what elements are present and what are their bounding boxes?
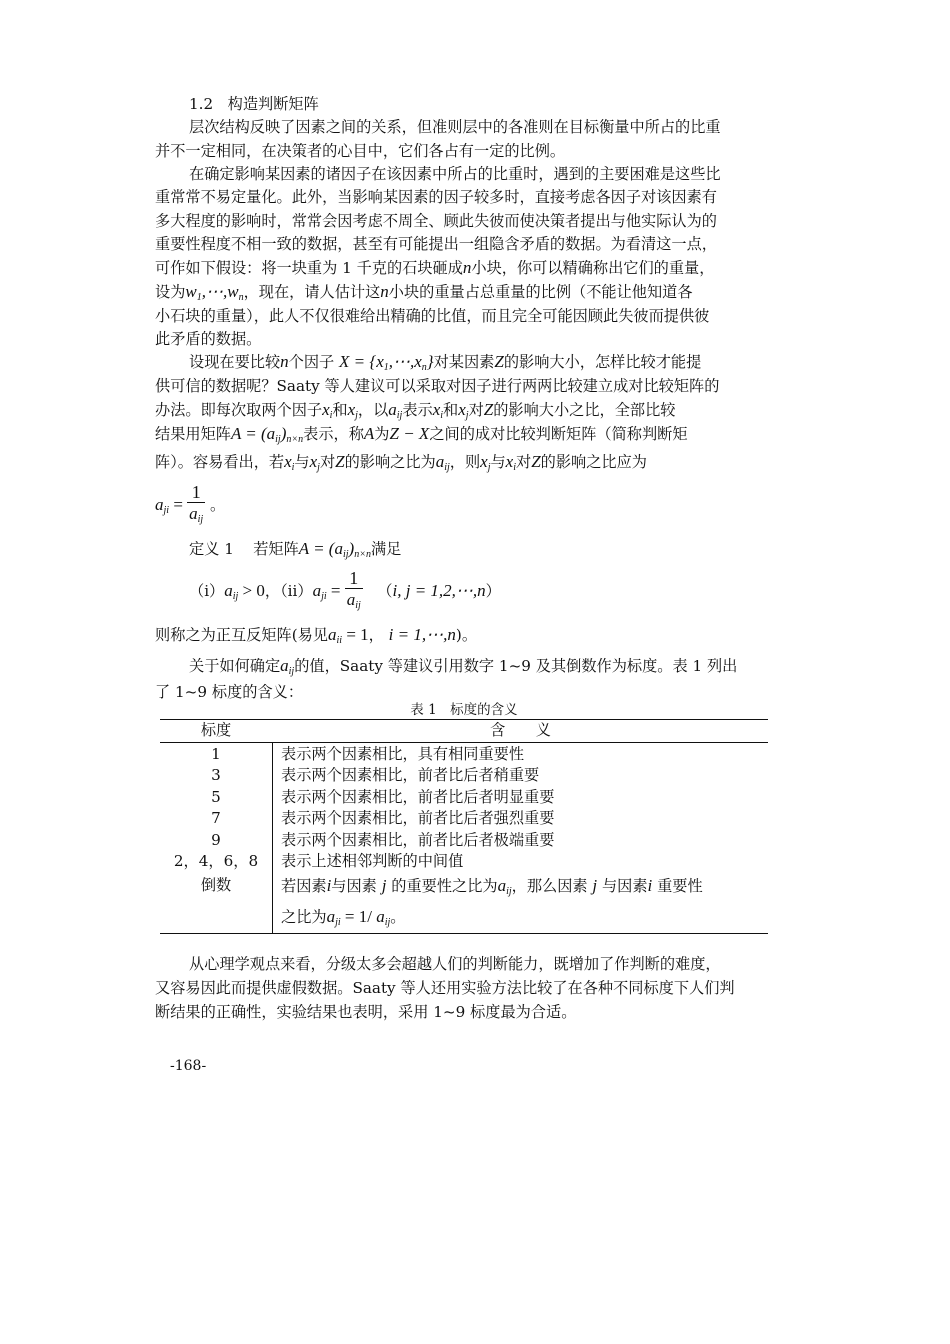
para2-line6: 设为$w_1,\cdots,w_n$，现在，请人估计这n小块的重量占总重量的比例（不能让他知道各: [155, 282, 693, 303]
para4-line2: 了 1~9 标度的含义：: [155, 683, 304, 701]
math-n: n: [462, 258, 472, 277]
para1-line1: 层次结构反映了因素之间的关系，但准则层中的各准则在目标衡量中所占的比重: [189, 118, 721, 136]
table-caption: 表 1 标度的含义: [410, 702, 518, 718]
definition-line: 定义 1 若矩阵$A = (a_{ij})_{n\times n}$满足: [189, 539, 402, 560]
math-weights: $w_1,\cdots,w_n$: [185, 282, 244, 303]
para5-line2: 又容易因此而提供虚假数据。Saaty 等人还用实验方法比较了在各种不同标度下人们判: [155, 979, 735, 997]
table-header-meaning: 含 义: [490, 721, 551, 739]
table-row-scale: 2，4，6，8: [173, 852, 259, 870]
table-row-meaning: 表示两个因素相比，前者比后者强烈重要: [281, 809, 555, 827]
math-matrix-a: $A = (a_{ij})_{n\times n}$: [230, 424, 304, 445]
table-row-meaning-reciprocal-cont: 之比为$a_{ji} = 1/$ $a_{ij}$。: [281, 907, 406, 928]
para2-line3: 多大程度的影响时，常常会因考虑不周全、顾此失彼而使决策者提出与他实际认为的: [155, 212, 717, 230]
para5-line1: 从心理学观点来看，分级太多会超越人们的判断能力，既增加了作判断的难度，: [189, 955, 721, 973]
para5-line3: 断结果的正确性，实验结果也表明，采用 1~9 标度最为合适。: [155, 1003, 577, 1021]
section-number: 1.2: [189, 95, 214, 113]
formula-aji-recip: $a_{ji}$ = $\frac{1}{a_{ij}}$ 。: [155, 481, 225, 535]
table-row-scale: 3: [211, 766, 221, 784]
para2-line1: 在确定影响某因素的诸因子在该因素中所占的比重时，遇到的主要困难是这些比: [189, 165, 721, 183]
page-number: -168-: [170, 1058, 207, 1074]
para4-line1: 关于如何确定$a_{ij}$的值，Saaty 等建议引用数字 1~9 及其倒数作为标度。表 1 列出: [189, 656, 738, 677]
table-row-meaning: 表示两个因素相比，具有相同重要性: [281, 745, 524, 763]
table-header-scale: 标度: [200, 721, 232, 739]
definition-label: 定义 1: [189, 540, 234, 558]
section-title: 构造判断矩阵: [227, 95, 319, 113]
definition-conditions: $(i)a_{ij} > 0$，$(ii)a_{ji}$ = $\frac{1}{a_{ij}}$ （i, j = 1,2,⋯,n）: [189, 567, 501, 621]
table-column-divider: [272, 743, 273, 934]
table-row-meaning: 表示两个因素相比，前者比后者稍重要: [281, 766, 540, 784]
para3-line4: 结果用矩阵$A = (a_{ij})_{n\times n}$表示，称A为Z − X之间的成对比较判断矩阵（简称判断矩: [155, 424, 688, 445]
math-set-x: $X = \{x_1,\cdots,x_n\}$: [339, 352, 434, 373]
para2-line2: 重常常不易定量化。此外，当影响某因素的因子较多时，直接考虑各因子对该因素有: [155, 188, 717, 206]
para1-line2: 并不一定相同，在决策者的心目中，它们各占有一定的比例。: [155, 142, 566, 160]
para2-line4: 重要性程度不相一致的数据，甚至有可能提出一组隐含矛盾的数据。为看清这一点，: [155, 235, 717, 253]
para3-line1: 设现在要比较n个因子 $X = \{x_1,\cdots,x_n\}$对某因素Z的影响大小，怎样比较才能提: [189, 352, 702, 373]
table-row-meaning-reciprocal: 若因素i与因素 j 的重要性之比为$a_{ij}$，那么因素 j 与因素i 重要性: [281, 876, 703, 897]
definition-conclusion: 则称之为正互反矩阵(易见$a_{ii} = 1$， i = 1,⋯,n)。: [155, 625, 478, 646]
table-row-scale: 5: [211, 788, 221, 806]
table-bottom-rule: [160, 933, 768, 934]
table-row-meaning: 表示上述相邻判断的中间值: [281, 852, 464, 870]
table-row-scale: 7: [211, 809, 221, 827]
table-header-rule: [160, 742, 768, 743]
table-row-meaning: 表示两个因素相比，前者比后者极端重要: [281, 831, 555, 849]
para3-line2: 供可信的数据呢？Saaty 等人建议可以采取对因子进行两两比较建立成对比较矩阵的: [155, 377, 720, 395]
table-row-scale-reciprocal: 倒数: [200, 876, 232, 894]
para2-line7: 小石块的重量），此人不仅很难给出精确的比值，而且完全可能因顾此失彼而提供彼: [155, 307, 710, 325]
para2-line8: 此矛盾的数据。: [155, 330, 262, 348]
para3-line3: 办法。即每次取两个因子$x_i$和$x_j$，以$a_{ij}$表示$x_i$和$x_j$对Z的影响大小之比，全部比较: [155, 400, 676, 421]
para3-line5: 阵）。容易看出，若$x_i$与$x_j$对Z的影响之比为$a_{ij}$，则$x_j$与$x_i$对Z的影响之比应为: [155, 452, 647, 473]
table-row-scale: 1: [211, 745, 221, 763]
table-row-meaning: 表示两个因素相比，前者比后者明显重要: [281, 788, 555, 806]
section-heading: [189, 93, 319, 115]
para2-line5: 可作如下假设：将一块重为 1 千克的石块砸成n小块，你可以精确称出它们的重量，: [155, 258, 715, 277]
table-row-scale: 9: [211, 831, 221, 849]
